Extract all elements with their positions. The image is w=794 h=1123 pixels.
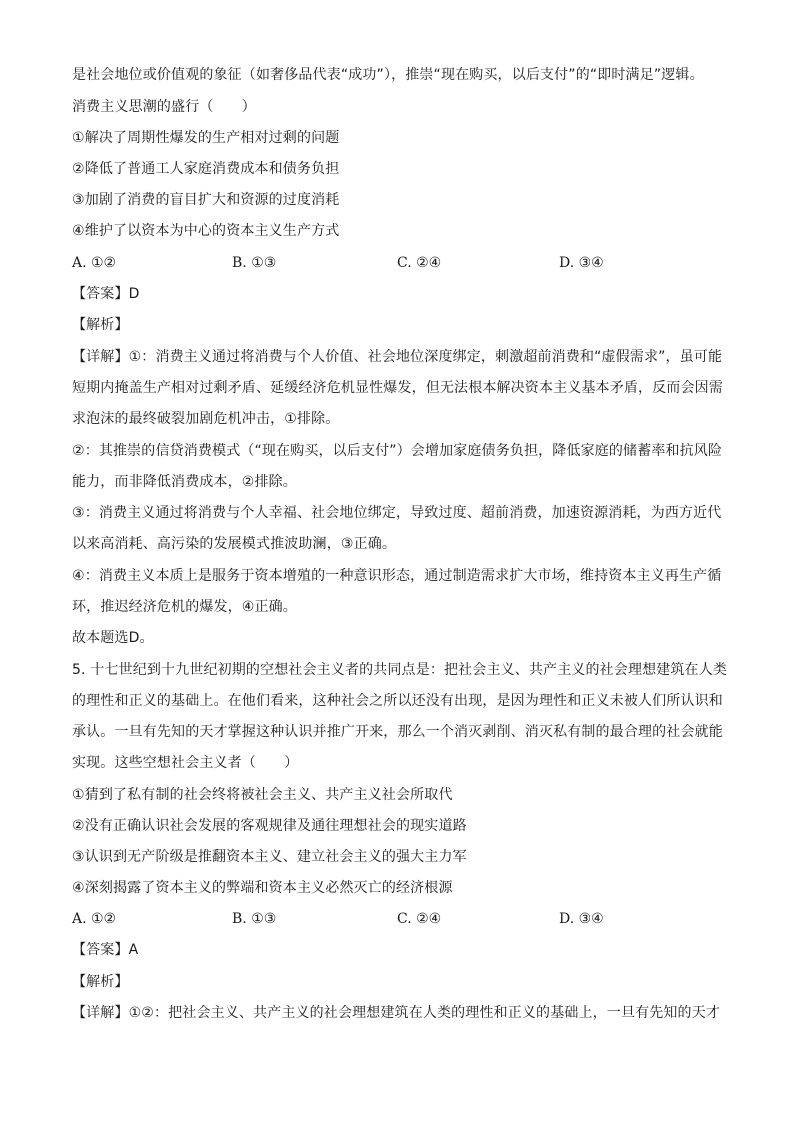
q4-detail-line: 以来高消耗、高污染的发展模式推波助澜，③正确。 [72,536,396,552]
q5-statement-4: ④深刻揭露了资本主义的弊端和资本主义必然灭亡的经济根源 [72,880,453,896]
q5-stem-line: 实现。这些空想社会主义者（ ） [72,755,299,771]
q5-statement-1: ①猜到了私有制的社会终将被社会主义、共产主义社会所取代 [72,787,453,803]
q4-detail-line: ③：消费主义通过将消费与个人幸福、社会地位绑定，导致过度、超前消费，加速资源消耗，为西方近代 [72,505,722,521]
q4-detail-line: 求泡沫的最终破裂加剧危机冲击，①排除。 [72,411,340,427]
q5-statement-3: ③认识到无产阶级是推翻资本主义、建立社会主义的强大主力军 [72,849,467,865]
q5-stem-line: 5. 十七世纪到十九世纪初期的空想社会主义者的共同点是：把社会主义、共产主义的社会理想建筑在人类 [72,662,728,678]
q4-detail-line: ②：其推崇的信贷消费模式（“现在购买，以后支付”）会增加家庭债务负担，降低家庭的储蓄率和抗风险 [72,443,723,459]
q5-analysis-label: 【解析】 [72,974,129,990]
q5-answer: 【答案】A [72,942,139,958]
q5-option-c: C. ②④ [397,911,442,927]
q5-option-b: B. ①③ [232,911,277,927]
q4-statement-4: ④维护了以资本为中心的资本主义生产方式 [72,223,340,239]
q4-detail-line: 【详解】①：消费主义通过将消费与个人价值、社会地位深度绑定，刺激超前消费和“虚假需求”，虽可能 [72,349,723,365]
q5-stem-line: 的理性和正义的基础上。在他们看来，这种社会之所以还没有出现，是因为理性和正义未被人们所认识和 [72,693,723,709]
q4-statement-1: ①解决了周期性爆发的生产相对过剩的问题 [72,130,340,146]
q4-analysis-label: 【解析】 [72,317,129,333]
q4-option-d: D. ③④ [559,255,604,271]
q4-stem-tail: 是社会地位或价值观的象征（如奢侈品代表“成功”），推崇“现在购买，以后支付”的“即时满足”逻辑。 [72,67,704,83]
q5-option-a: A. ①② [72,911,117,927]
q4-answer: 【答案】D [72,286,140,302]
q4-option-a: A. ①② [72,255,117,271]
q5-stem-line: 承认。一旦有先知的天才掌握这种认识并推广开来，那么一个消灭剥削、消灭私有制的最合理的社会就能 [72,724,723,740]
q4-question: 消费主义思潮的盛行（ ） [72,99,256,115]
q4-detail-line: 短期内掩盖生产相对过剩矛盾、延缓经济危机显性爆发，但无法根本解决资本主义基本矛盾，反而会因需 [72,380,723,396]
q5-statement-2: ②没有正确认识社会发展的客观规律及通往理想社会的现实道路 [72,818,467,834]
q4-option-c: C. ②④ [397,255,442,271]
q4-conclusion: 故本题选D。 [72,630,154,646]
q4-detail-line: 能力，而非降低消费成本，②排除。 [72,474,297,490]
q4-statement-2: ②降低了普通工人家庭消费成本和债务负担 [72,161,340,177]
q4-detail-line: ④：消费主义本质上是服务于资本增殖的一种意识形态，通过制造需求扩大市场，维持资本主义再生产循 [72,568,722,584]
q4-detail-line: 环，推迟经济危机的爆发，④正确。 [72,599,297,615]
q5-option-d: D. ③④ [559,911,604,927]
q4-statement-3: ③加剧了消费的盲目扩大和资源的过度消耗 [72,192,340,208]
q5-detail-line: 【详解】①②：把社会主义、共产主义的社会理想建筑在人类的理性和正义的基础上，一旦有先知的天才 [72,1005,720,1021]
q4-option-b: B. ①③ [232,255,277,271]
